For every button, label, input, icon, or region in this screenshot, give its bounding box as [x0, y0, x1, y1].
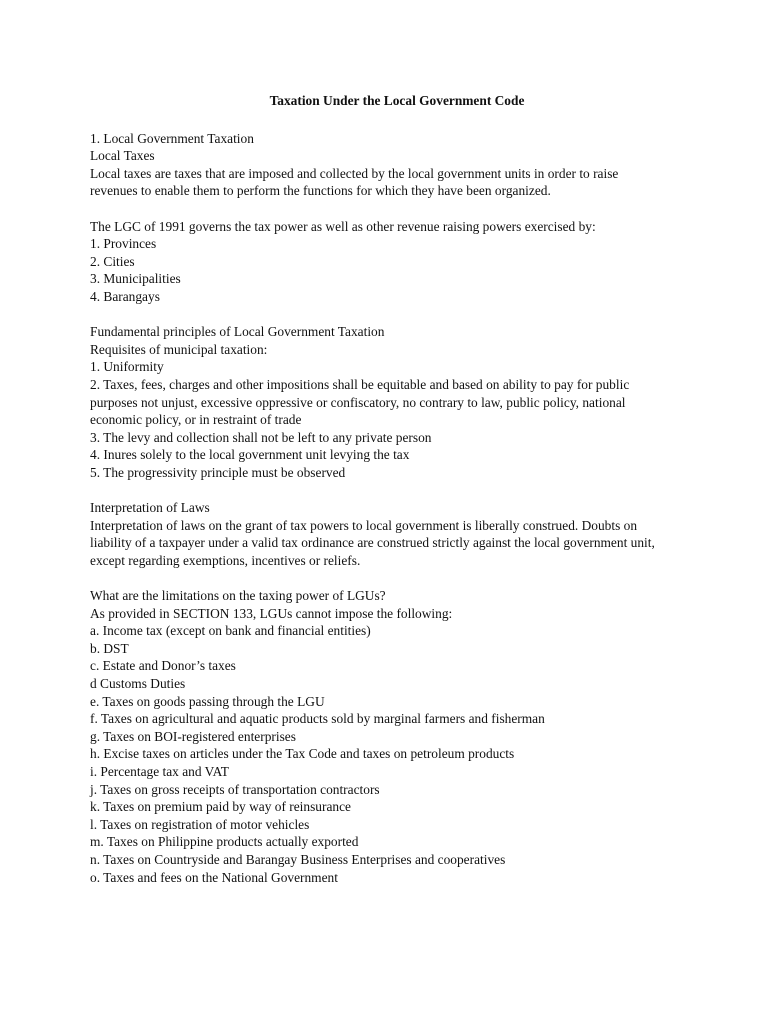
- section-limitations: [90, 587, 690, 886]
- list-item: h. Excise taxes on articles under the Tax Code and taxes on petroleum products: [90, 746, 515, 762]
- list-item-continuation: purposes not unjust, excessive oppressive or confiscatory, no contrary to law, public policy, national: [90, 394, 626, 410]
- body-line: Interpretation of laws on the grant of tax powers to local government is liberally construed. Doubts on: [90, 517, 638, 533]
- list-item: 3. Municipalities: [90, 271, 181, 287]
- section-subheading: Requisites of municipal taxation:: [90, 341, 268, 357]
- definition-line: Local taxes are taxes that are imposed and collected by the local government units in order to raise: [90, 165, 619, 181]
- list-item: m. Taxes on Philippine products actually exported: [90, 834, 359, 850]
- list-item: 2. Cities: [90, 253, 135, 269]
- list-item: g. Taxes on BOI-registered enterprises: [90, 728, 296, 744]
- paragraph-gap: [90, 481, 690, 499]
- list-item: e. Taxes on goods passing through the LGU: [90, 693, 325, 709]
- section-heading: Fundamental principles of Local Government Taxation: [90, 324, 385, 340]
- list-item: j. Taxes on gross receipts of transportation contractors: [90, 781, 380, 797]
- body-line: liability of a taxpayer under a valid tax ordinance are construed strictly against the local government unit,: [90, 535, 655, 551]
- section-principles: [90, 323, 690, 481]
- paragraph-gap: [90, 306, 690, 324]
- section-interpretation: [90, 499, 690, 569]
- document-body: [90, 92, 690, 886]
- section-subheading: Local Taxes: [90, 148, 155, 164]
- list-item: d Customs Duties: [90, 676, 186, 691]
- list-item: 3. The levy and collection shall not be left to any private person: [90, 429, 432, 445]
- section-intro: As provided in SECTION 133, LGUs cannot impose the following:: [90, 605, 453, 621]
- list-item: n. Taxes on Countryside and Barangay Business Enterprises and cooperatives: [90, 851, 506, 867]
- list-item: f. Taxes on agricultural and aquatic products sold by marginal farmers and fisherman: [90, 711, 545, 727]
- section-question: What are the limitations on the taxing power of LGUs?: [90, 588, 386, 604]
- list-item: a. Income tax (except on bank and financial entities): [90, 623, 371, 639]
- section-heading: 1. Local Government Taxation: [90, 130, 254, 146]
- list-item: b. DST: [90, 640, 129, 656]
- list-item: 5. The progressivity principle must be observed: [90, 464, 346, 480]
- section-lgc: [90, 218, 690, 306]
- section-local-taxation: [90, 130, 690, 200]
- paragraph-gap: [90, 200, 690, 218]
- list-item: 1. Uniformity: [90, 359, 164, 375]
- paragraph-gap: [90, 569, 690, 587]
- list-item: c. Estate and Donor’s taxes: [90, 658, 236, 674]
- list-item: l. Taxes on registration of motor vehicles: [90, 816, 310, 832]
- list-item: 2. Taxes, fees, charges and other impositions shall be equitable and based on ability to pay for public: [90, 376, 630, 392]
- list-item: k. Taxes on premium paid by way of reinsurance: [90, 799, 351, 815]
- lgc-intro: The LGC of 1991 governs the tax power as well as other revenue raising powers exercised by:: [90, 218, 596, 234]
- section-heading: Interpretation of Laws: [90, 500, 210, 516]
- definition-line: revenues to enable them to perform the functions for which they have been organized.: [90, 183, 551, 199]
- list-item-continuation: economic policy, or in restraint of trade: [90, 412, 302, 428]
- list-item: 4. Inures solely to the local government unit levying the tax: [90, 447, 410, 463]
- list-item: 4. Barangays: [90, 288, 160, 304]
- document-title: Taxation Under the Local Government Code: [269, 93, 525, 108]
- body-line: except regarding exemptions, incentives or reliefs.: [90, 552, 361, 568]
- list-item: 1. Provinces: [90, 236, 157, 252]
- list-item: o. Taxes and fees on the National Government: [90, 869, 338, 885]
- list-item: i. Percentage tax and VAT: [90, 763, 229, 779]
